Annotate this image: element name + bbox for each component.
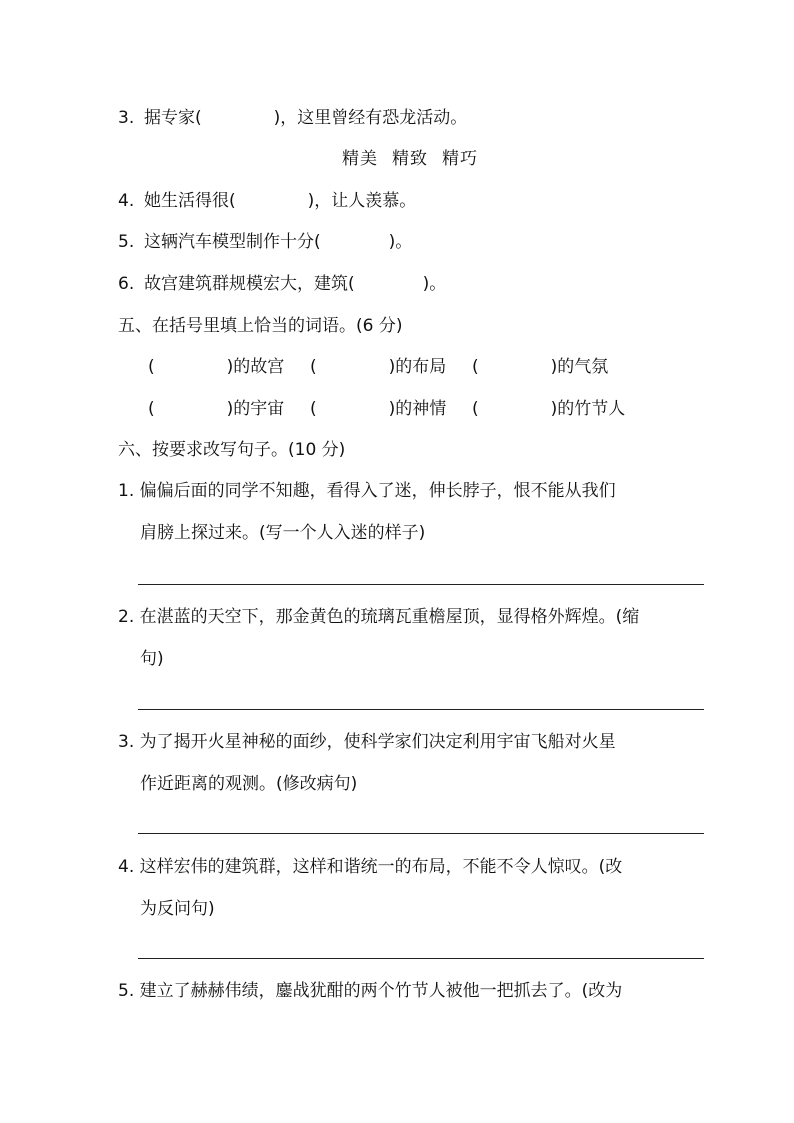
fill-cell[interactable]: ( )的神情 bbox=[310, 399, 447, 419]
item-text-pre: 故宫建筑群规模宏大，建筑( bbox=[144, 274, 355, 294]
fill-cell[interactable]: ( )的故宫 bbox=[148, 357, 285, 377]
question-line: 1. 偏偏后面的同学不知趣，看得入了迷，伸长脖子，恨不能从我们 bbox=[118, 481, 616, 501]
item-number: 6. bbox=[118, 274, 135, 294]
fill-cell[interactable]: ( )的布局 bbox=[310, 357, 447, 377]
item-text-pre: 她生活得很( bbox=[144, 191, 236, 211]
item-text-post: )。 bbox=[422, 274, 447, 294]
fill-grid-row-2 bbox=[148, 397, 634, 421]
fill-grid-row-1 bbox=[148, 355, 634, 379]
question-line: 4. 这样宏伟的建筑群，这样和谐统一的布局，不能不令人惊叹。(改 bbox=[118, 857, 623, 877]
fill-cell[interactable]: ( )的气氛 bbox=[472, 357, 609, 377]
item-text-post: )，这里曾经有恐龙活动。 bbox=[273, 108, 468, 128]
rewrite-question-1 bbox=[118, 470, 690, 554]
item-number: 3. bbox=[118, 108, 135, 128]
word-choice: 精致 bbox=[392, 149, 428, 169]
answer-line[interactable] bbox=[138, 709, 704, 710]
question-line: 为反问句) bbox=[140, 899, 215, 919]
question-line: 3. 为了揭开火星神秘的面纱，使科学家们决定利用宇宙飞船对火星 bbox=[118, 732, 616, 752]
item-4 bbox=[118, 189, 416, 213]
answer-line[interactable] bbox=[138, 958, 704, 959]
question-line: 5. 建立了赫赫伟绩，鏖战犹酣的两个竹节人被他一把抓去了。(改为 bbox=[118, 981, 623, 1001]
item-5 bbox=[118, 230, 412, 254]
word-choice: 精巧 bbox=[442, 149, 478, 169]
item-3 bbox=[118, 106, 467, 130]
answer-line[interactable] bbox=[138, 584, 704, 585]
word-choices bbox=[342, 147, 492, 171]
rewrite-question-2 bbox=[118, 596, 690, 680]
question-line: 2. 在湛蓝的天空下，那金黄色的琉璃瓦重檐屋顶，显得格外辉煌。(缩 bbox=[118, 607, 640, 627]
fill-cell[interactable]: ( )的竹节人 bbox=[472, 399, 626, 419]
rewrite-question-5 bbox=[118, 970, 690, 1012]
question-line: 句) bbox=[140, 649, 164, 669]
word-choice: 精美 bbox=[342, 149, 378, 169]
question-line: 肩膀上探过来。(写一个人入迷的样子) bbox=[140, 523, 426, 543]
item-number: 4. bbox=[118, 191, 135, 211]
fill-cell[interactable]: ( )的宇宙 bbox=[148, 399, 285, 419]
rewrite-question-3 bbox=[118, 721, 690, 805]
section-6-title: 六、按要求改写句子。(10 分) bbox=[118, 440, 346, 460]
item-text-pre: 这辆汽车模型制作十分( bbox=[144, 232, 321, 252]
item-number: 5. bbox=[118, 232, 135, 252]
item-6 bbox=[118, 272, 446, 296]
rewrite-question-4 bbox=[118, 846, 690, 930]
item-text-pre: 据专家( bbox=[144, 108, 202, 128]
answer-line[interactable] bbox=[138, 833, 704, 834]
section-5-title: 五、在括号里填上恰当的词语。(6 分) bbox=[118, 316, 403, 336]
item-text-post: )。 bbox=[388, 232, 413, 252]
question-line: 作近距离的观测。(修改病句) bbox=[140, 774, 358, 794]
item-text-post: )，让人羡慕。 bbox=[307, 191, 417, 211]
